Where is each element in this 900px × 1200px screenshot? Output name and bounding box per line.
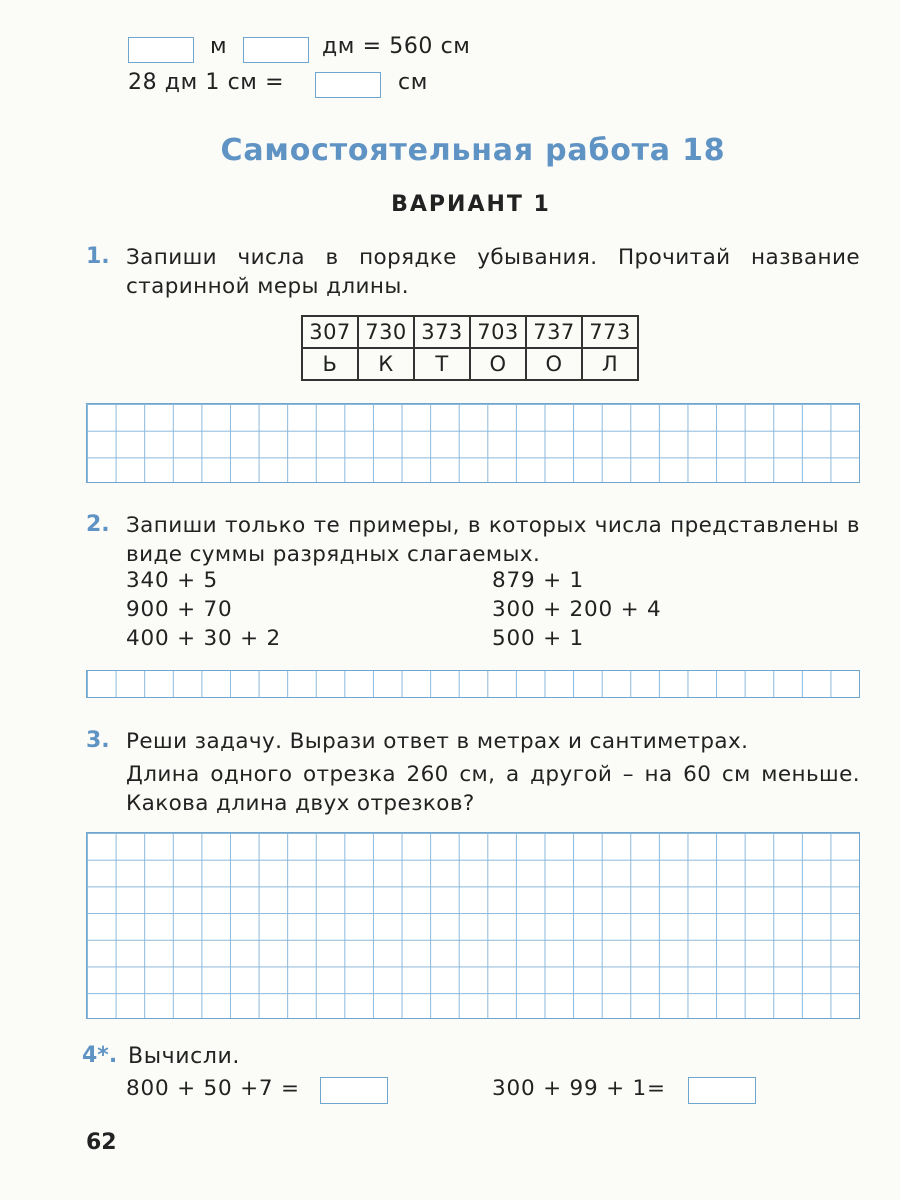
example-left-1: 340 + 5: [126, 568, 218, 593]
conversion-left: 28 дм 1 см =: [128, 70, 285, 95]
task1-answer-grid[interactable]: [86, 403, 860, 483]
unit-m-label: м: [210, 34, 228, 59]
task3-text: Длина одного отрезка 260 см, а другой – на 60 см меньше. Какова длина двух отрезков?: [126, 762, 860, 816]
task1-number: 1.: [86, 244, 110, 269]
page-number: 62: [86, 1130, 117, 1155]
code-table-numbers-row: [302, 316, 638, 348]
code-letter: О: [526, 348, 582, 380]
code-table-letters-row: [302, 348, 638, 380]
code-letter: Ь: [302, 348, 358, 380]
task2-number: 2.: [86, 512, 110, 537]
code-number: 703: [470, 316, 526, 348]
task3-number: 3.: [86, 728, 110, 753]
task4-expression-2: 300 + 99 + 1=: [492, 1076, 666, 1101]
page-title: Самостоятельная работа 18: [220, 133, 726, 168]
example-left-2: 900 + 70: [126, 597, 233, 622]
code-letter: О: [470, 348, 526, 380]
task4-text: Вычисли.: [128, 1044, 241, 1069]
code-letter: Л: [582, 348, 638, 380]
code-letter: К: [358, 348, 414, 380]
example-right-3: 500 + 1: [492, 626, 584, 651]
task2-answer-grid[interactable]: [86, 670, 860, 698]
answer-box-meters[interactable]: [128, 37, 194, 63]
task2-text: Запиши только те примеры, в которых числа представлены в виде суммы разрядных слагаемых.: [126, 513, 860, 567]
example-right-1: 879 + 1: [492, 568, 584, 593]
example-left-3: 400 + 30 + 2: [126, 626, 282, 651]
answer-box-centimeters[interactable]: [315, 72, 381, 98]
answer-box-decimeters[interactable]: [243, 37, 309, 63]
code-number: 373: [414, 316, 470, 348]
unit-dm-equation: дм = 560 см: [322, 34, 471, 59]
code-number: 307: [302, 316, 358, 348]
task4-number: 4*.: [82, 1043, 118, 1068]
task3-line1: Реши задачу. Вырази ответ в метрах и сантиметрах.: [126, 729, 749, 754]
task3-answer-grid[interactable]: [86, 832, 860, 1019]
task1-text: Запиши числа в порядке убывания. Прочитай название старинной меры длины.: [126, 245, 860, 299]
unit-cm-label: см: [398, 70, 428, 95]
task4-expression-1: 800 + 50 +7 =: [126, 1076, 300, 1101]
code-number: 737: [526, 316, 582, 348]
code-table: [301, 315, 639, 381]
task4-answer-box-2[interactable]: [688, 1077, 756, 1104]
task4-answer-box-1[interactable]: [320, 1077, 388, 1104]
code-number: 773: [582, 316, 638, 348]
example-right-2: 300 + 200 + 4: [492, 597, 662, 622]
code-letter: Т: [414, 348, 470, 380]
variant-heading: ВАРИАНТ 1: [391, 192, 551, 217]
code-number: 730: [358, 316, 414, 348]
